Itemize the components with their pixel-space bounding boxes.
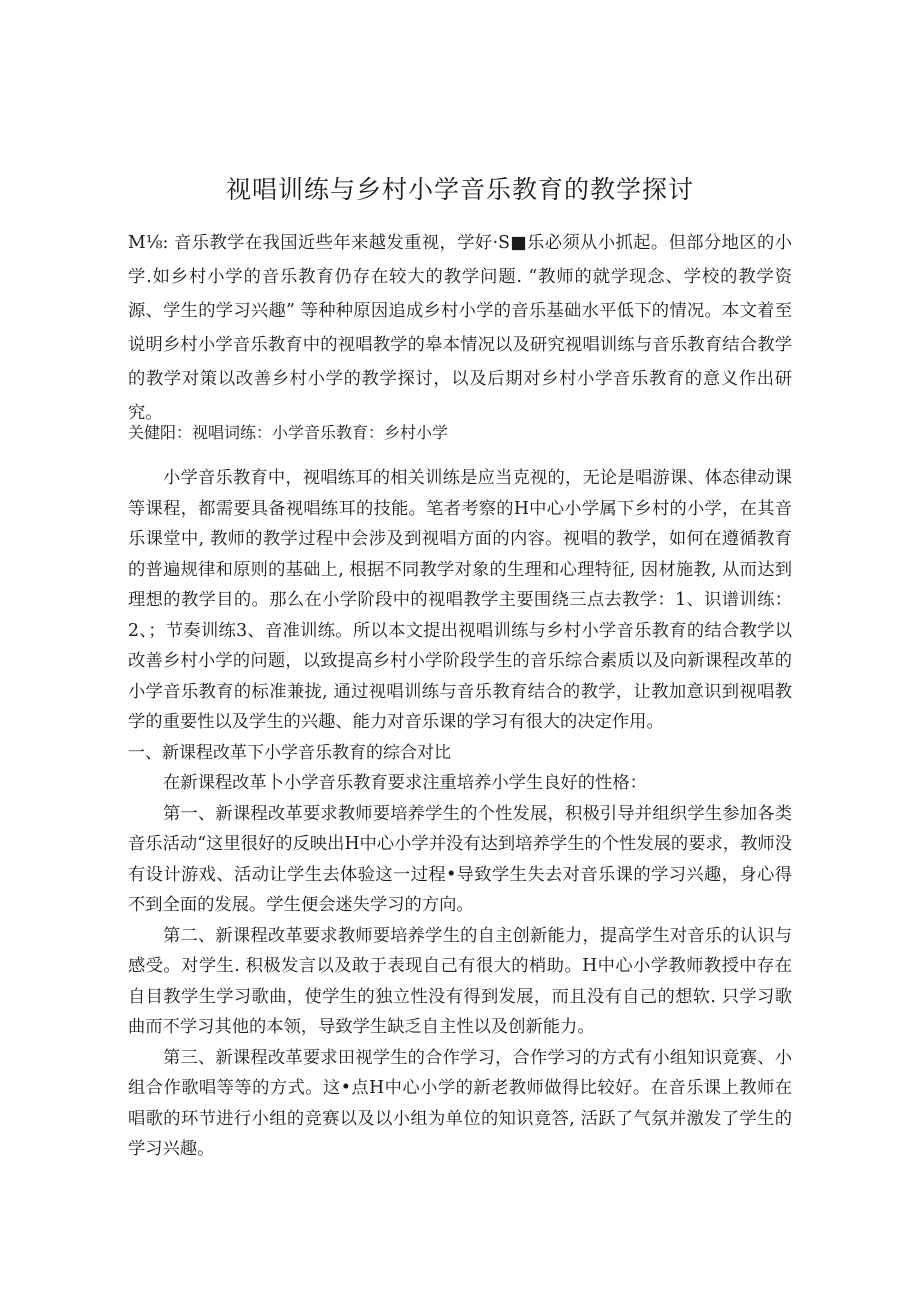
point-two-paragraph: 第二、新课程改革要求教师要培养学生的自主创新能力，提高学生对音乐的认识与感受。对学生. 积极发言以及敢于表现自己有很大的梢助。H中心小学教师教授中存在自目教学生学习歌曲，使学生的独立性没有得到发展，而且没有自己的想软. 只学习歌曲而不学习其他的本领，导致学生缺乏自主性以及创新能力。 <box>128 925 792 1037</box>
section-lead-paragraph: 在新课程改革卜小学音乐教育要求注重培养小学生良好的性格： <box>163 773 647 793</box>
document-title: 视唱训练与乡村小学音乐教育的教学探讨 <box>225 175 694 204</box>
body-text <box>128 463 792 1165</box>
section-heading: 一、新课程改革下小学音乐教育的综合对比 <box>128 742 451 763</box>
point-one-paragraph: 第一、新课程改革要求教师要培养学生的个性发展，积极引导并组织学生参加各类音乐活动“这里很好的反映出H中心小学并没有达到培养学生的个性发展的要求，教师没有设计游戏、活动让学生去体验这一过程•导致学生失去对音乐课的学习兴趣，身心得不到全面的发展。学生便会迷失学习的方向。 <box>128 803 792 915</box>
abstract-paragraph: M⅛: 音乐教学在我国近些年来越发重视，学好·S■乐必须从小抓起。但部分地区的小学.如乡村小学的音乐教育仍存在较大的教学问题. “教师的就学现念、学校的教学资源、学生的学习兴趣” 等种种原因追成乡村小学的音乐基础水平低下的情况。本文着至说明乡村小学音乐教育中的视唱教学的皋本情况以及研究视唱训练与音乐教育结合教学的教学对策以改善乡村小学的教学探讨，以及后期对乡村小学音乐教育的意义作出研究。 <box>128 233 792 423</box>
keywords-line: 关健阳：视唱词练：小学音乐教育：乡村小学 <box>128 423 449 442</box>
intro-paragraph: 小学音乐教育中，视唱练耳的相关训练是应当克视的，无论是唱游课、体态律动课等课程，都需要具备视唱练耳的技能。笔者考察的H中心小学属下乡村的小学，在其音乐课堂中, 教师的教学过程中会涉及到视唱方面的内容。视唱的教学，如何在遵循教育的普遍规律和原则的基础上, 根据不同教学对象的生理和心理特征, 因材施教, 从而达到理想的教学目的。那么在小学阶段中的视唱教学主要围绕三点去教学：1、识谱训练：2、；节奏训练3、音准训练。所以本文提出视唱训练与乡村小学音乐教育的结合教学以改善乡村小学的问题，以致提高乡村小学阶段学生的音乐综合素质以及向新课程改革的小学音乐教育的标准兼拢, 通过视唱训练与音乐教育结合的教学，让教加意识到视唱教学的重要性以及学生的兴趣、能力对音乐课的学习有很大的决定作用。 <box>128 468 792 732</box>
point-three-paragraph: 第三、新课程改革要求田视学生的合作学习，合作学习的方式有小组知识竟赛、小组合作歌唱等等的方式。这•点H中心小学的新老教师做得比较好。在音乐课上教师在唱歌的环节进行小组的竞赛以及以小组为单位的知识竟答, 活跃了气氛并激发了学生的学习兴趣。 <box>128 1047 792 1159</box>
